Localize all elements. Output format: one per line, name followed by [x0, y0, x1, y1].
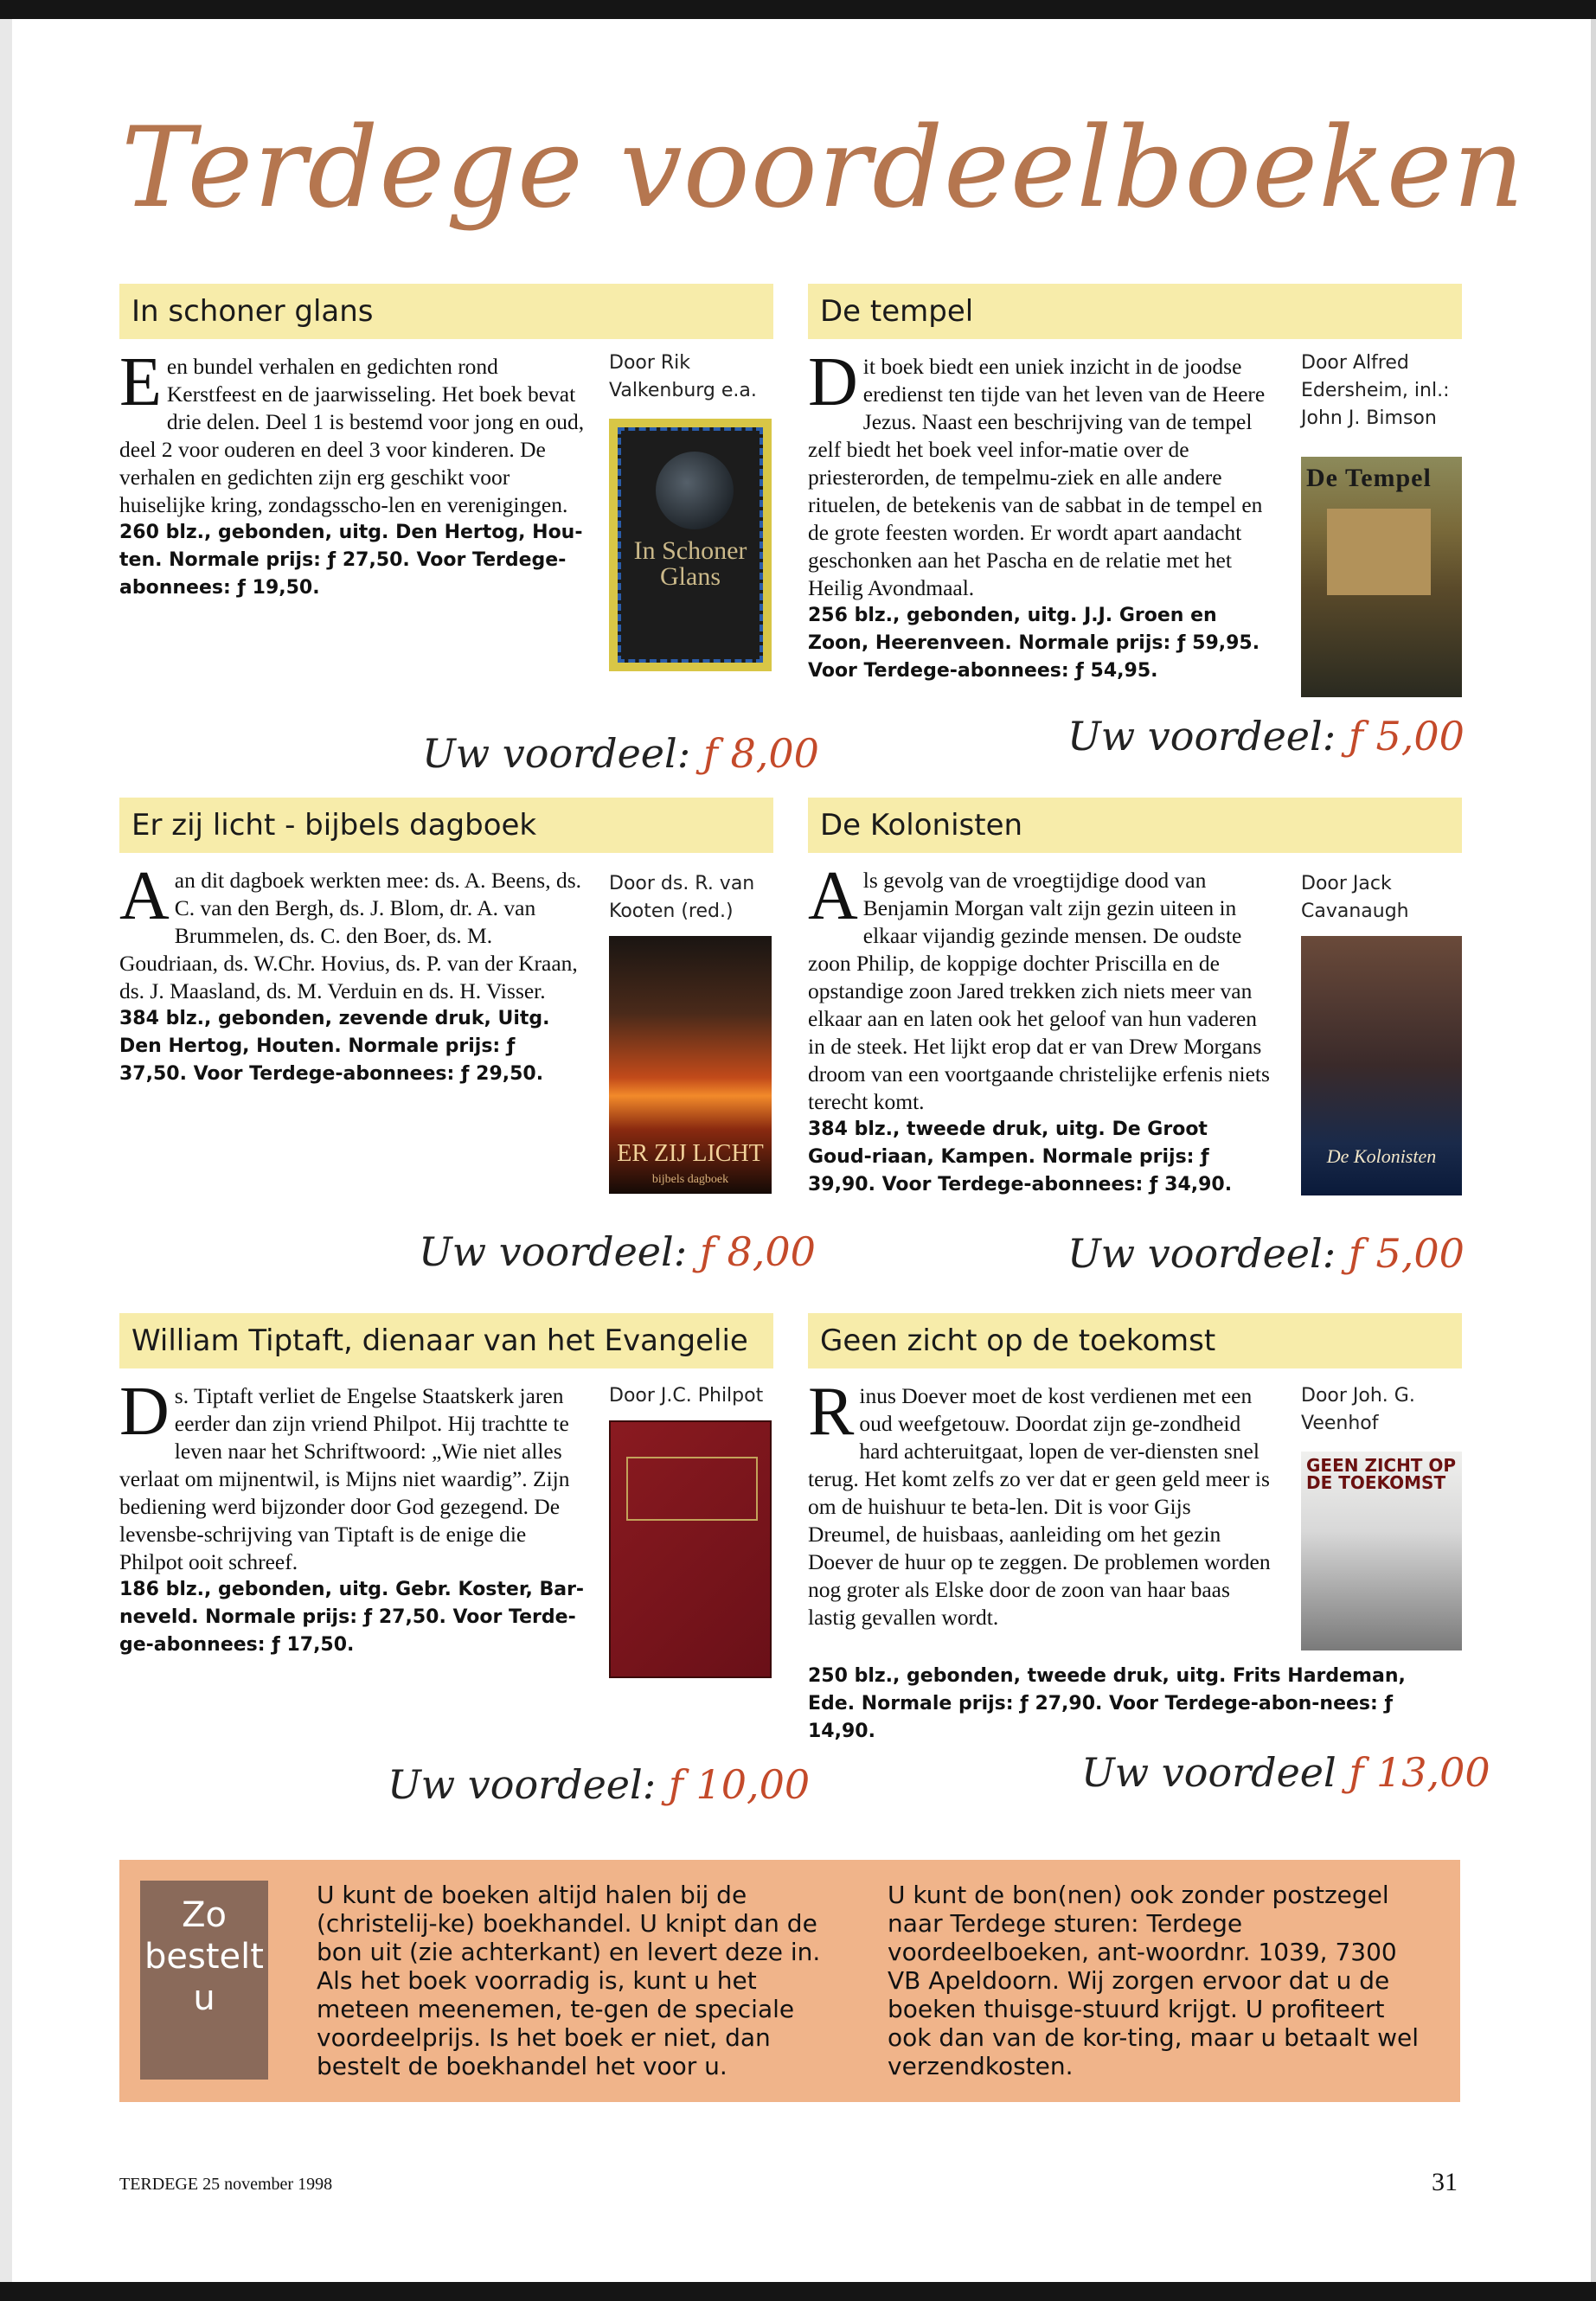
advantage-amount: ƒ 13,00 [1349, 1749, 1490, 1796]
book-cover [609, 936, 772, 1194]
order-label: Zo bestelt u [140, 1881, 268, 2080]
section-heading: In schoner glans [119, 284, 773, 339]
advantage-label [1067, 713, 1465, 760]
advantage-text: Uw voordeel: [1067, 1230, 1336, 1277]
book-geen-zicht-op-de-toekomst [808, 1313, 1490, 1832]
scan-edge-bottom [0, 2282, 1596, 2301]
description-text: an dit dagboek werkten mee: ds. A. Beens, ds. C. van den Bergh, ds. J. Blom, dr. A. van Brummelen, ds. C. den Boer, ds. M. Goudriaan, ds. W.Chr. Hovius, ds. P. van der Kraan, ds. J. Maasland, ds. M. Verduin en ds. H. Visser. [119, 868, 582, 1003]
description-text: inus Doever moet de kost verdienen met een oud weefgetouw. Doordat zijn ge-zondheid hard achteruitgaat, lopen de ver-diensten snel terug. Het komt zelfs zo ver dat er geen geld meer is om de huishuur te beta-len. Dit is voor Gijs Dreumel, de huisbaas, aanleiding om het gezin Doever de huur op te zeggen. De problemen worden nog groter als Elske door de zoon van haar baas lastig gevallen wordt. [808, 1383, 1271, 1630]
book-author: Door ds. R. van Kooten (red.) [609, 873, 755, 922]
book-author: Door Alfred Edersheim, inl.: John J. Bimson [1301, 352, 1450, 429]
cover-title: GEEN ZICHT OP DE TOEKOMST [1306, 1455, 1457, 1493]
scan-edge-right [1591, 19, 1596, 2282]
book-description [808, 344, 1275, 685]
book-description [808, 1374, 1275, 1631]
cover-image [656, 452, 734, 529]
drop-cap: A [119, 858, 170, 934]
cover-subtitle: bijbels dagboek [651, 1173, 729, 1186]
cover-title: In Schoner Glans [633, 536, 747, 591]
advantage-text: Uw voordeel: [419, 1228, 688, 1275]
page-title: Terdege voordeelboeken [121, 104, 1525, 233]
cover-title: ER ZIJ LICHT [617, 1140, 764, 1167]
section-heading: Geen zicht op de toekomst [808, 1313, 1462, 1368]
book-cover [609, 1420, 772, 1678]
drop-cap: A [808, 858, 858, 934]
advantage-amount: ƒ 5,00 [1348, 713, 1465, 760]
drop-cap: R [808, 1374, 855, 1450]
advantage-label [422, 730, 819, 777]
page-number: 31 [1432, 2168, 1458, 2196]
book-de-kolonisten [808, 798, 1465, 1282]
publication-details: 186 blz., gebonden, uitg. Gebr. Koster, Bar-neveld. Normale prijs: ƒ 27,50. Voor Terde-ge-abonnees: ƒ 17,50. [119, 1579, 585, 1656]
advantage-amount: ƒ 8,00 [699, 1228, 816, 1275]
advantage-amount: ƒ 8,00 [702, 730, 819, 777]
book-er-zij-licht [119, 798, 816, 1282]
publication-details: 384 blz., tweede druk, uitg. De Groot Goud-riaan, Kampen. Normale prijs: ƒ 39,90. Voor Terdege-abonnees: ƒ 34,90. [808, 1118, 1233, 1195]
book-cover [1301, 457, 1462, 697]
section-heading: Er zij licht - bijbels dagboek [119, 798, 773, 853]
publication-details: 260 blz., gebonden, uitg. Den Hertog, Hou-ten. Normale prijs: ƒ 27,50. Voor Terdege-abonnees: ƒ 19,50. [119, 522, 583, 599]
description-text: en bundel verhalen en gedichten rond Kerstfeest en de jaarwisseling. Het boek bevat drie delen. Deel 1 is bestemd voor jong en oud, deel 2 voor ouderen en deel 3 voor kinderen. De verhalen en gedichten zijn erg geschikt voor huiselijke kring, zondagsscho-len en verenigingen. [119, 354, 585, 517]
order-info-panel [119, 1860, 1460, 2102]
advantage-text: Uw voordeel: [1067, 713, 1336, 760]
section-heading: De tempel [808, 284, 1462, 339]
advantage-label [388, 1761, 810, 1808]
book-cover [1301, 1452, 1462, 1650]
drop-cap: E [119, 344, 162, 420]
book-description [808, 858, 1275, 1199]
description-text: it boek biedt een uniek inzicht in de joodse eredienst ten tijde van het leven van de Heere Jezus. Naast een beschrijving van de tempel zelf biedt het boek veel infor-matie over de priesterorden, de tempelmu-ziek en alle andere rituelen, de betekenis van de sabbat in de tempel en de grote feesten worden. Er wordt apart aandacht geschonken aan het Pascha en de relatie met het Heilig Avondmaal. [808, 354, 1266, 600]
advantage-text: Uw voordeel [1081, 1749, 1336, 1796]
drop-cap: D [808, 344, 858, 420]
publication-details: 250 blz., gebonden, tweede druk, uitg. Frits Hardeman, Ede. Normale prijs: ƒ 27,90. Voor Terdege-abon-nees: ƒ 14,90. [808, 1665, 1406, 1742]
publication-details: 256 blz., gebonden, uitg. J.J. Groen en Zoon, Heerenveen. Normale prijs: ƒ 59,95. Voor Terdege-abonnees: ƒ 54,95. [808, 605, 1260, 682]
book-description [119, 1374, 586, 1659]
footer-publication: TERDEGE 25 november 1998 [119, 2175, 333, 2194]
book-description [119, 344, 586, 602]
cover-title: De Kolonisten [1326, 1145, 1437, 1167]
book-cover [609, 419, 772, 671]
advantage-label [419, 1228, 816, 1275]
book-cover [1301, 936, 1462, 1195]
publication-details: 384 blz., gebonden, zevende druk, Uitg. Den Hertog, Houten. Normale prijs: ƒ 37,50. Voor Terdege-abonnees: ƒ 29,50. [119, 1008, 550, 1085]
book-in-schoner-glans [119, 284, 819, 777]
description-text: s. Tiptaft verliet de Engelse Staatskerk jaren eerder dan zijn vriend Philpot. Hij trachtte te leven naar het Schriftwoord: „Wie niet alles verlaat om mijnentwil, is Mijns niet waardig”. Zijn bediening werd bijzonder door God gezegend. De levensbe-schrijving van Tiptaft is de enige die Philpot ooit schreef. [119, 1383, 570, 1574]
book-author: Door J.C. Philpot [609, 1385, 764, 1407]
scan-edge-top [0, 0, 1596, 19]
book-author: Door Rik Valkenburg e.a. [609, 352, 757, 401]
book-author: Door Jack Cavanaugh [1301, 873, 1409, 922]
cover-label [626, 1457, 758, 1521]
section-heading: De Kolonisten [808, 798, 1462, 853]
publication-details-block [808, 1663, 1439, 1746]
section-heading: William Tiptaft, dienaar van het Evangelie [119, 1313, 773, 1368]
cover-image [1327, 509, 1431, 595]
advantage-label [1067, 1230, 1465, 1277]
advantage-amount: ƒ 10,00 [668, 1761, 811, 1808]
scan-edge-left [0, 19, 12, 2282]
book-description [119, 858, 586, 1088]
order-text-col2: U kunt de bon(nen) ook zonder postzegel naar Terdege sturen: Terdege voordeelboeken, ant-woordnr. 1039, 7300 VB Apeldoorn. Wij zorgen ervoor dat u de boeken thuisge-stuurd krijgt. U profiteert ook dan van de kor-ting, maar u betaalt wel verzendkosten. [888, 1881, 1419, 2080]
book-william-tiptaft [119, 1313, 811, 1832]
description-text: ls gevolg van de vroegtijdige dood van Benjamin Morgan valt zijn gezin uiteen in elkaar vijandig gezinde mensen. De oudste zoon Philip, de koppige dochter Priscilla en de opstandige zoon Jared trekken zich niets meer van elkaar aan en laten ook het geloof van hun vaderen in de steek. Het lijkt erop dat er van Drew Morgans droom van een voortgaande christelijke erfenis niets terecht komt. [808, 868, 1270, 1114]
advantage-text: Uw voordeel: [388, 1761, 657, 1808]
advantage-text: Uw voordeel: [422, 730, 691, 777]
drop-cap: D [119, 1374, 170, 1450]
order-text-col1: U kunt de boeken altijd halen bij de (christelij-ke) boekhandel. U knipt dan de bon uit (zie achterkant) en levert deze in. Als het boek voorradig is, kunt u het meteen meenemen, te-gen de speciale voordeelprijs. Is het boek er niet, dan bestelt de boekhandel het voor u. [317, 1881, 821, 2080]
book-de-tempel [808, 284, 1465, 768]
cover-title: De Tempel [1306, 464, 1432, 492]
advantage-label [1081, 1749, 1490, 1796]
advantage-amount: ƒ 5,00 [1348, 1230, 1465, 1277]
book-author: Door Joh. G. Veenhof [1301, 1385, 1415, 1434]
